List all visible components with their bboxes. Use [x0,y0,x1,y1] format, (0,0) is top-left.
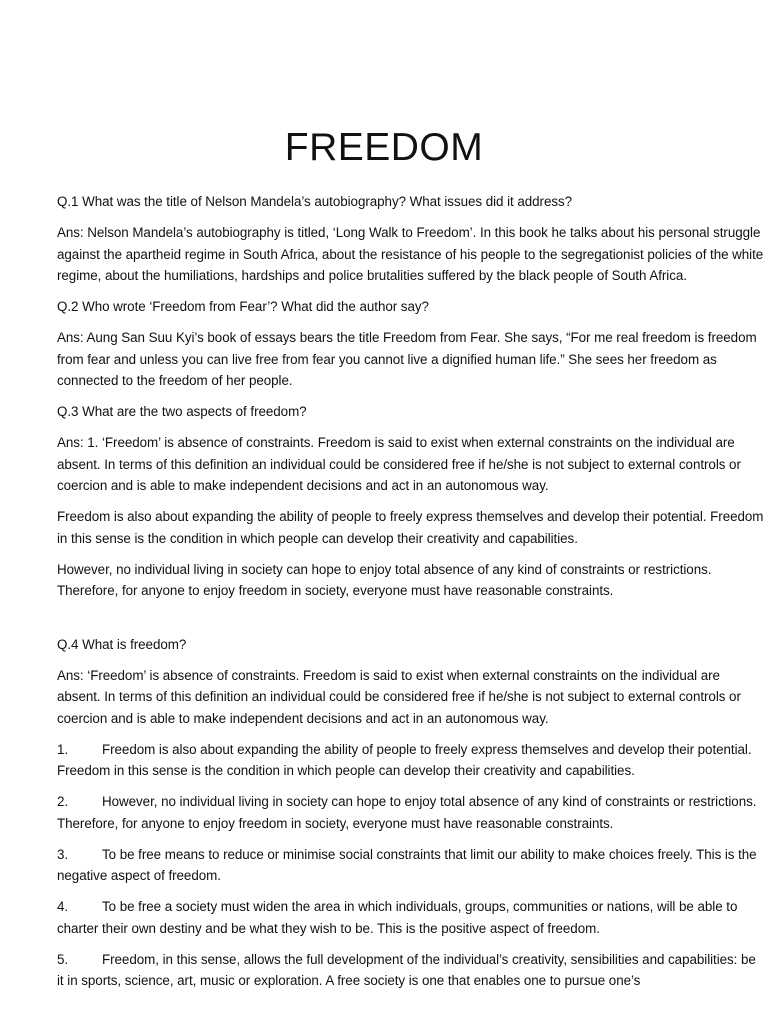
question-2: Q.2 Who wrote ‘Freedom from Fear’? What did the author say? [57,299,429,314]
list-number: 5. [57,951,69,967]
list-item [57,739,765,782]
document-body [57,191,765,1001]
question-3: Q.3 What are the two aspects of freedom? [57,404,307,419]
list-text: However, no individual living in society can hope to enjoy total absence of any kind of constraints or restrictions. Therefore, for anyone to enjoy freedom in society, everyone must have reasonable constraints. [57,794,757,831]
list-item [57,791,765,834]
answer-4: Ans: ‘Freedom’ is absence of constraints. Freedom is said to exist when external constraints on the individual are absent. In terms of this definition an individual could be considered free if he/she is not subject to external controls or coercion and is able to make independent decisions and act in an autonomous way. [57,667,741,726]
list-item [57,896,765,939]
list-text: To be free a society must widen the area in which individuals, groups, communities or nations, will be able to charter their own destiny and be what they wish to be. This is the positive aspect of freedom. [57,899,738,936]
list-number: 2. [57,794,69,809]
list-text: Freedom is also about expanding the ability of people to freely express themselves and develop their potential. Freedom in this sense is the condition in which people can develop their creativity and capabilities. [57,741,752,778]
list-text: Freedom, in this sense, allows the full development of the individual’s creativity, sensibilities and capabilities: be it in sports, science, art, music or exploration. A free society is one that enables one to pursue one’s [57,951,756,988]
question-4: Q.4 What is freedom? [57,636,187,652]
page-title: FREEDOM [284,126,484,169]
answer-3-paragraph: However, no individual living in society can hope to enjoy total absence of any kind of constraints or restrictions. Therefore, for anyone to enjoy freedom in society, everyone must have reasonable constraints. [57,561,712,598]
list-number: 1. [57,741,69,757]
list-item [57,949,765,992]
answer-1: Ans: Nelson Mandela’s autobiography is titled, ‘Long Walk to Freedom’. In this book he talks about his personal struggle against the apartheid regime in South Africa, about the resistance of his people to the segregationist policies of the white regime, about the humiliations, hardships and police brutalities suffered by the black people of South Africa. [57,225,764,283]
question-1: Q.1 What was the title of Nelson Mandela’s autobiography? What issues did it address? [57,194,573,209]
list-number: 3. [57,846,69,862]
answer-3-paragraph: Ans: 1. ‘Freedom’ is absence of constraints. Freedom is said to exist when external constraints on the individual are absent. In terms of this definition an individual could be considered free if he/she is not subject to external controls or coercion and is able to make independent decisions and act in an autonomous way. [57,435,741,493]
answer-3-paragraph: Freedom is also about expanding the ability of people to freely express themselves and develop their potential. Freedom in this sense is the condition in which people can develop their creativity and capabilities. [57,509,764,546]
answer-2: Ans: Aung San Suu Kyi’s book of essays bears the title Freedom from Fear. She says, “For me real freedom is freedom from fear and unless you can live free from fear you cannot live a dignified human life.” She sees her freedom as connected to the freedom of her people. [57,330,757,388]
list-text: To be free means to reduce or minimise social constraints that limit our ability to make choices freely. This is the negative aspect of freedom. [57,846,757,883]
list-item [57,844,765,887]
list-number: 4. [57,899,69,914]
